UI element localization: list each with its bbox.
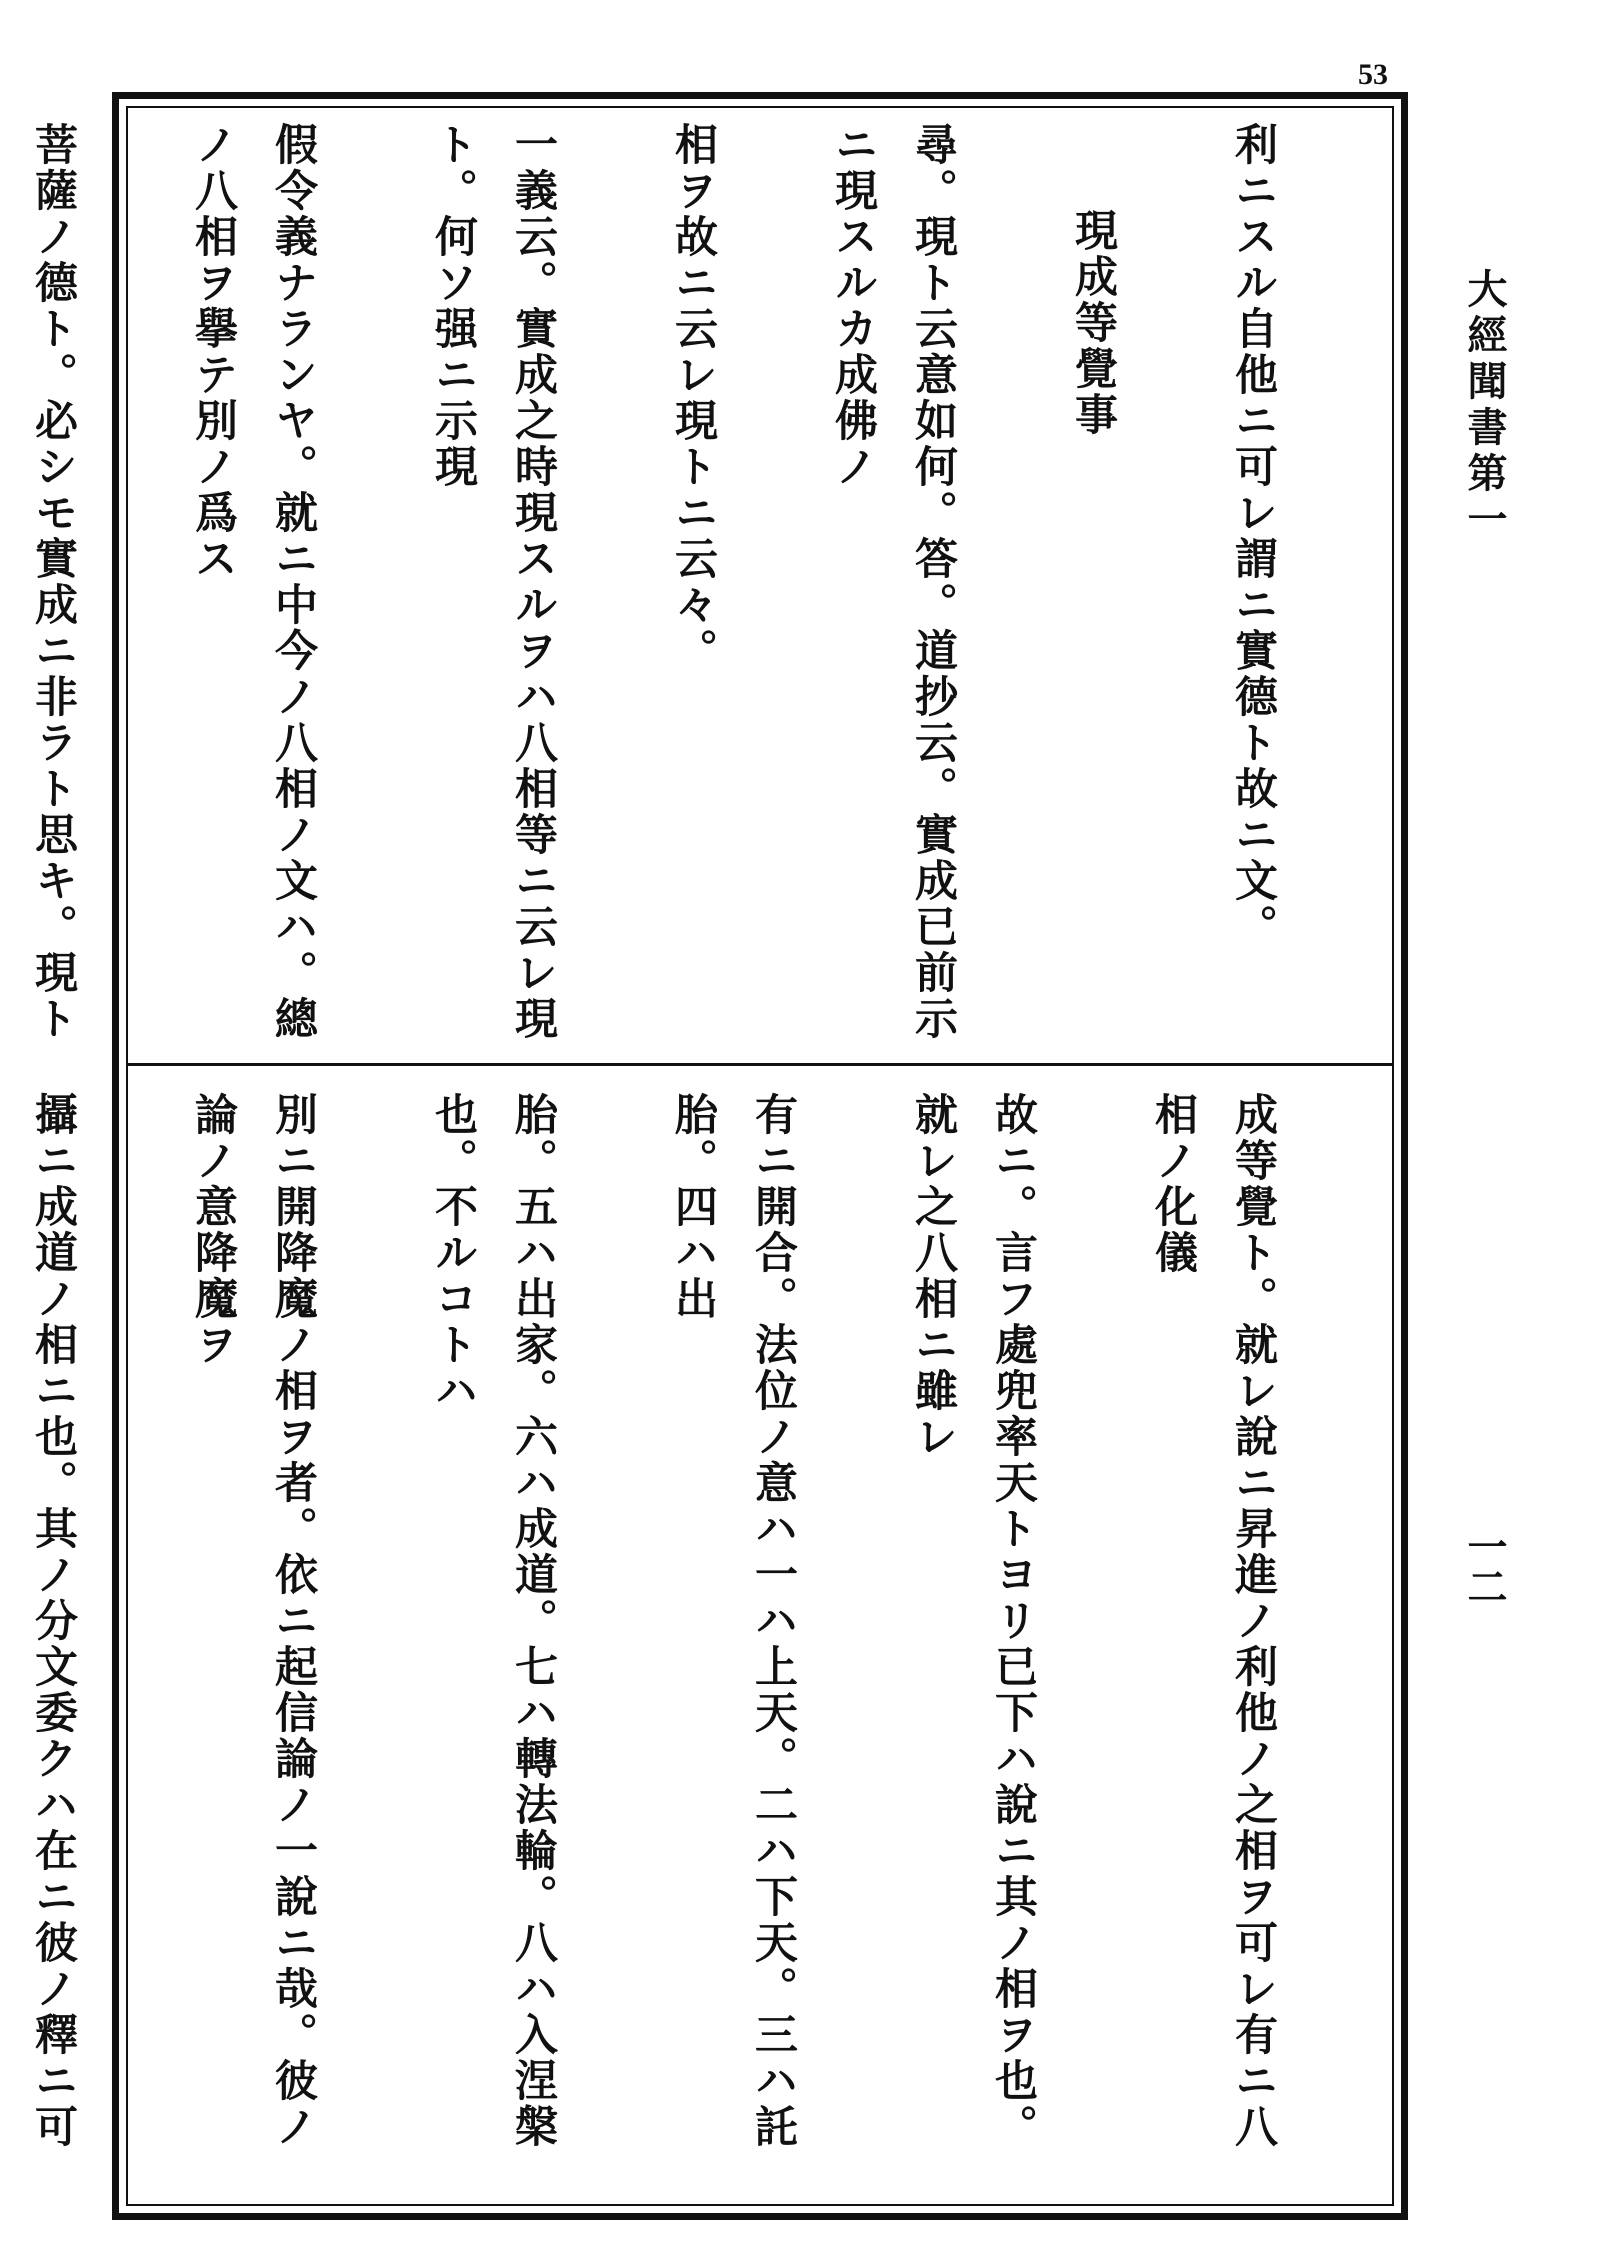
text-column: 故ニ。言フ處兜率天トヨリ已下ハ說ニ其ノ相ヲ也。就レ之八相ニ雖レ xyxy=(908,1092,1038,2150)
text-column: 相ヲ故ニ云レ現トニ云々。 xyxy=(668,122,718,674)
text-column: 攝ニ成道ノ相ニ也。其ノ分文委クハ在ニ彼ノ釋ニ可 xyxy=(28,1092,78,2150)
lower-text-block xyxy=(0,1092,1373,2192)
text-column: 一義云。實成之時現スルヲハ八相等ニ云レ現ト。何ソ强ニ示現 xyxy=(428,122,558,1042)
running-title: 大經聞書第一 xyxy=(1461,268,1508,544)
text-column: 胎。五ハ出家。六ハ成道。七ハ轉法輪。八ハ入涅槃也。不ルコトハ xyxy=(428,1092,558,2150)
text-column: 成等覺ト。就レ說ニ昇進ノ利他ノ之相ヲ可レ有ニ八相ノ化儀 xyxy=(1148,1092,1278,2150)
text-column: 菩薩ノ德ト。必シモ實成ニ非ラト思キ。現ト xyxy=(28,122,78,1042)
section-divider xyxy=(128,1063,1392,1066)
section-heading: 現成等覺事 xyxy=(1068,208,1118,438)
upper-text-block xyxy=(0,122,1373,1052)
text-column: 尋。現ト云意如何。答。道抄云。實成已前示ニ現スルカ成佛ノ xyxy=(828,122,958,1042)
text-column: 別ニ開降魔ノ相ヲ者。依ニ起信論ノ一說ニ哉。彼ノ論ノ意降魔ヲ xyxy=(188,1092,318,2150)
folio-number: 一二 xyxy=(1461,1526,1508,1606)
page-number: 53 xyxy=(1358,58,1388,91)
text-column: 假令義ナランヤ。就ニ中今ノ八相ノ文ハ。總ノ八相ヲ擧テ別ノ爲ス xyxy=(188,122,318,1042)
text-column: 有ニ開合。法位ノ意ハ一ハ上天。二ハ下天。三ハ託胎。四ハ出 xyxy=(668,1092,798,2150)
text-column: 利ニスル自他ニ可レ謂ニ實德ト故ニ文。 xyxy=(1228,122,1278,950)
